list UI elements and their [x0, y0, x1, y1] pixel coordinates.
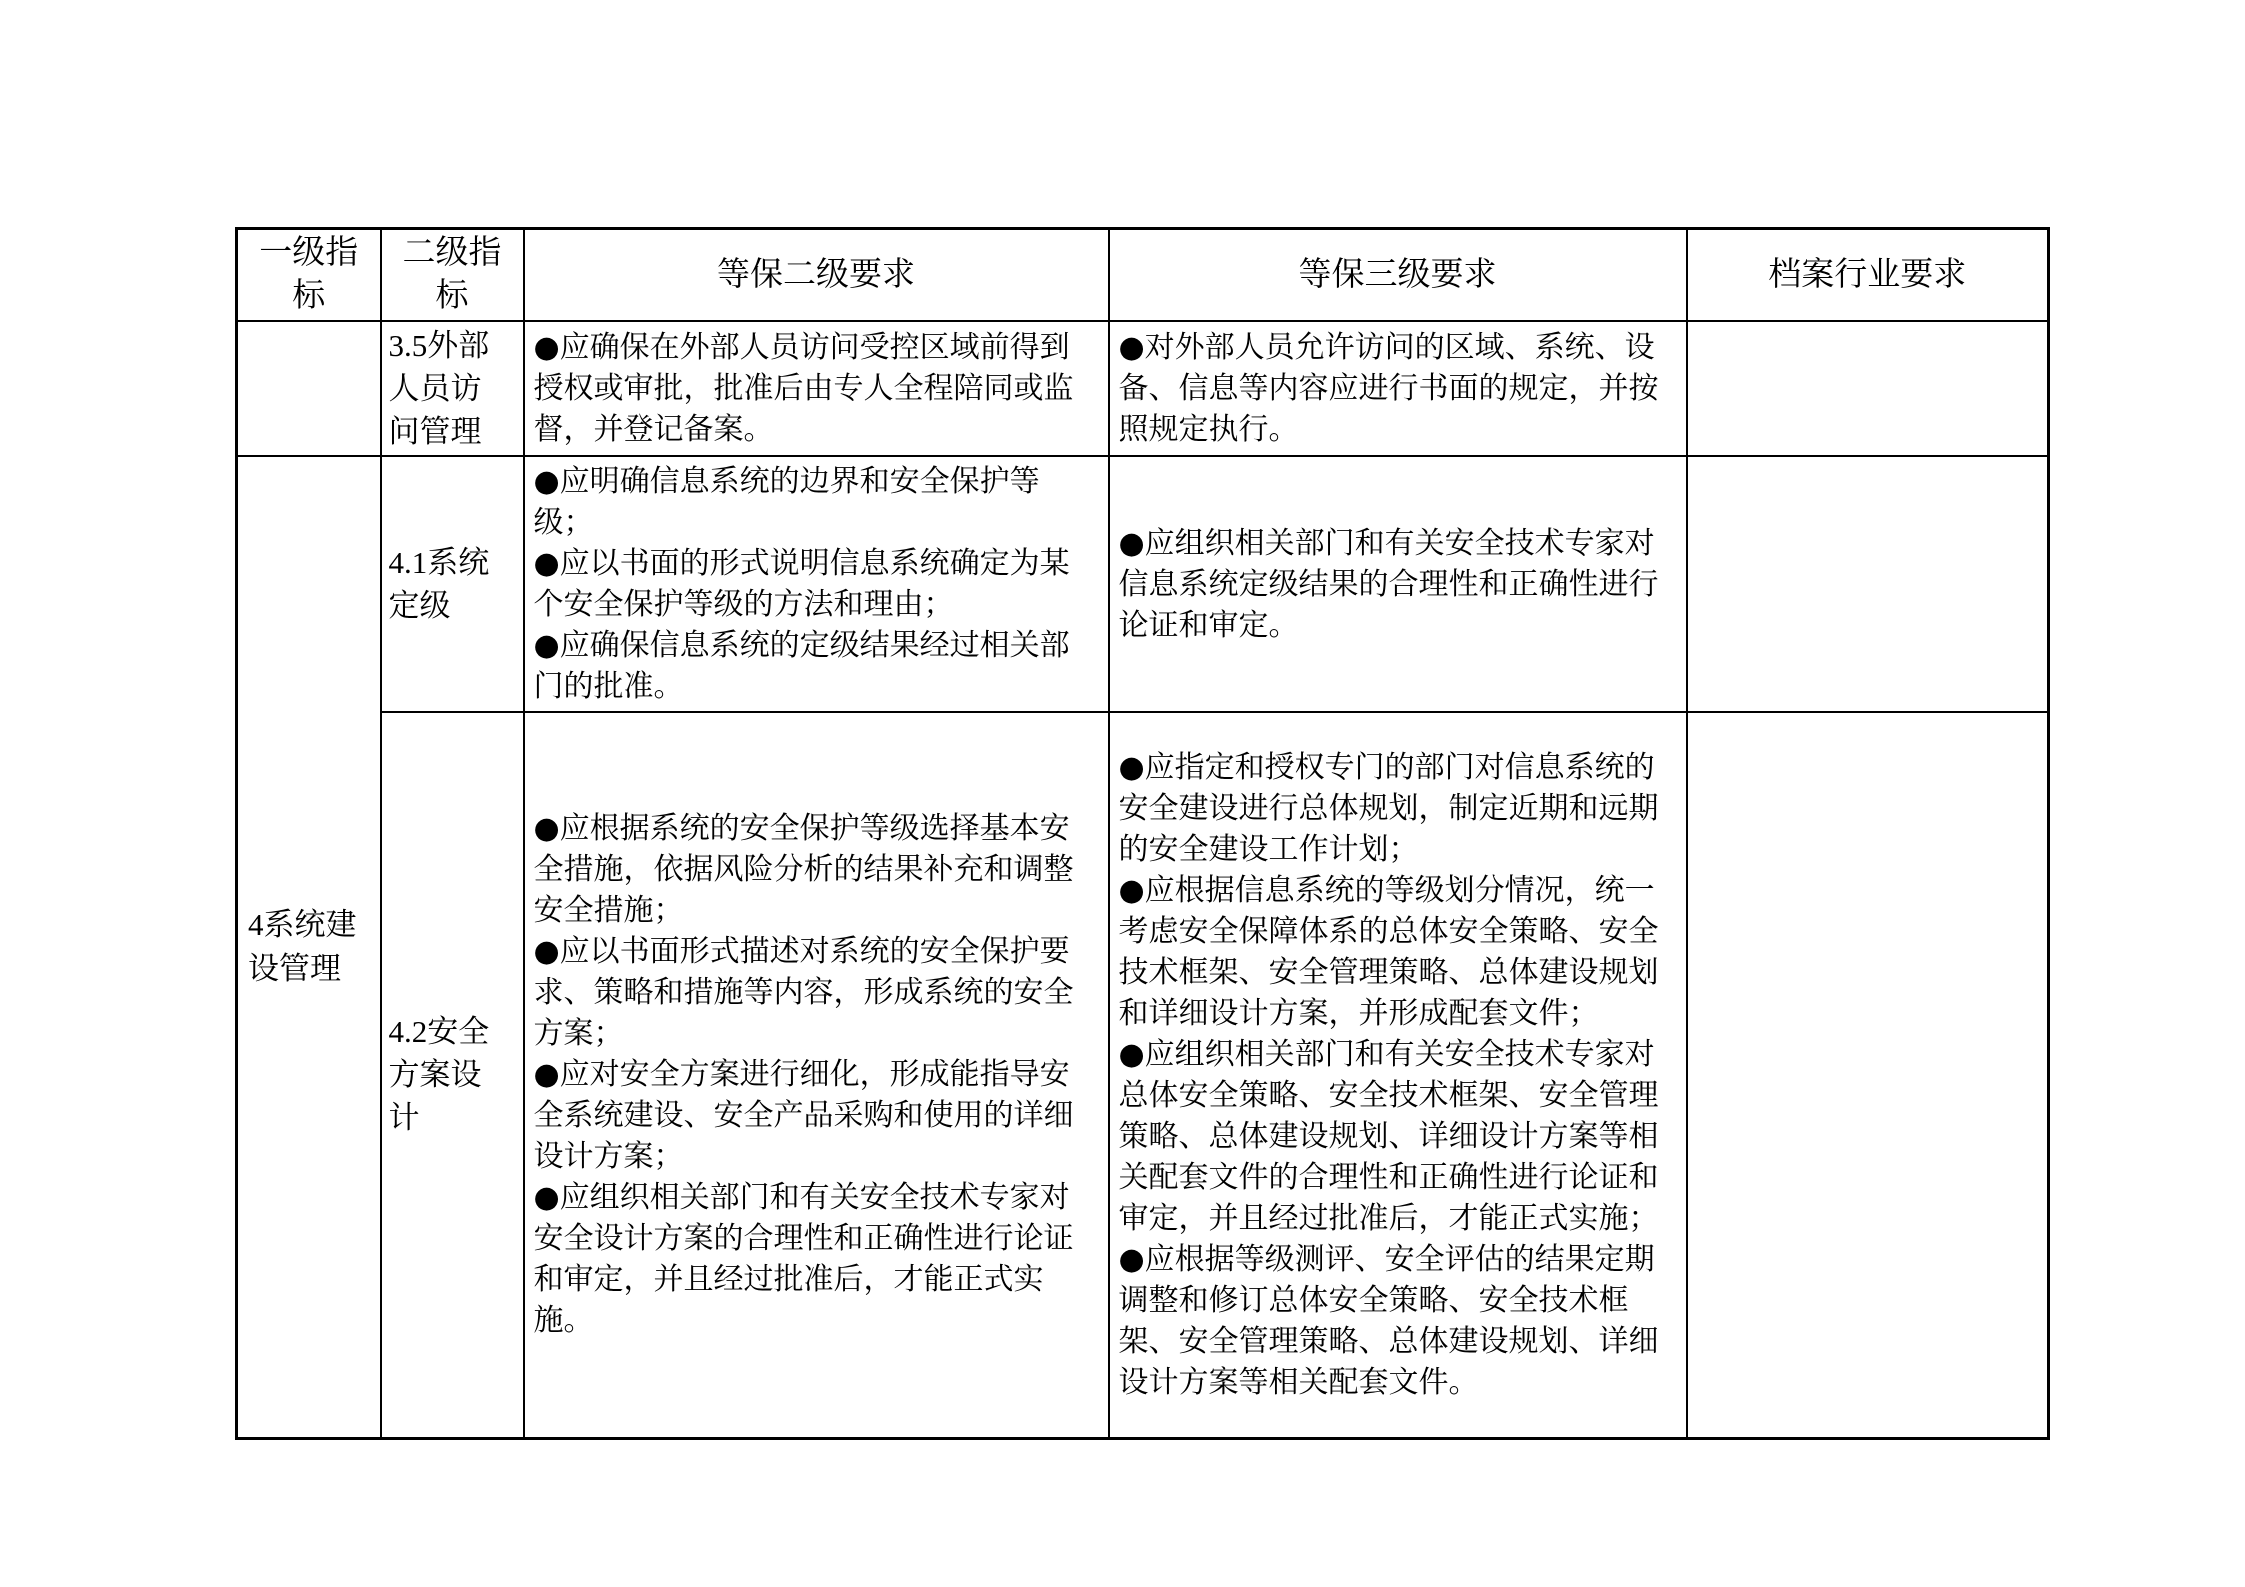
cell-industry-requirements-4-2	[1687, 712, 2049, 1438]
requirement-bullet: ●应根据等级测评、安全评估的结果定期调整和修订总体安全策略、安全技术框架、安全管理策略、总体建设规划、详细设计方案等相关配套文件。	[1118, 1241, 1659, 1400]
requirement-bullet: ●应明确信息系统的边界和安全保护等级；	[533, 464, 1040, 540]
requirement-bullet: ●应组织相关部门和有关安全技术专家对总体安全策略、安全技术框架、安全管理策略、总体建设规划、详细设计方案等相关配套文件的合理性和正确性进行论证和审定，并且经过批准后，才能正式实施；	[1118, 1036, 1659, 1236]
requirement-bullet: ●对外部人员允许访问的区域、系统、设备、信息等内容应进行书面的规定，并按照规定执行。	[1118, 330, 1659, 447]
header-tier3-requirements: 等保三级要求	[1109, 229, 1687, 322]
requirement-bullet: ●应确保在外部人员访问受控区域前得到授权或审批，批准后由专人全程陪同或监督，并登记备案。	[533, 330, 1074, 447]
requirement-bullet: ●应确保信息系统的定级结果经过相关部门的批准。	[533, 628, 1070, 704]
header-level2-indicator: 二级指标	[381, 229, 524, 322]
cell-tier3-requirements-3-5	[1109, 321, 1687, 456]
header-level1-indicator: 一级指标	[237, 229, 381, 322]
requirement-bullet: ●应以书面的形式说明信息系统确定为某个安全保护等级的方法和理由；	[533, 546, 1070, 622]
cell-level2-label-3-5: 3.5外部人员访问管理	[381, 321, 524, 456]
cell-level2-label-4-1: 4.1系统定级	[381, 456, 524, 712]
table-row-4-1-system-grading	[237, 456, 2049, 712]
requirement-bullet: ●应对安全方案进行细化，形成能指导安全系统建设、安全产品采购和使用的详细设计方案；	[533, 1057, 1074, 1175]
security-requirements-table	[235, 227, 2050, 1440]
requirement-bullet: ●应指定和授权专门的部门对信息系统的安全建设进行总体规划，制定近期和远期的安全建设工作计划；	[1118, 749, 1659, 867]
requirement-bullet: ●应根据系统的安全保护等级选择基本安全措施，依据风险分析的结果补充和调整安全措施；	[533, 811, 1074, 929]
cell-industry-requirements-3-5	[1687, 321, 2049, 456]
header-archives-industry-requirements: 档案行业要求	[1687, 229, 2049, 322]
cell-tier3-requirements-4-1	[1109, 456, 1687, 712]
requirement-bullet: ●应组织相关部门和有关安全技术专家对信息系统定级结果的合理性和正确性进行论证和审定。	[1118, 525, 1659, 643]
header-tier2-requirements: 等保二级要求	[524, 229, 1109, 322]
cell-tier2-requirements-4-1	[524, 456, 1109, 712]
table-header-row	[237, 229, 2049, 322]
cell-industry-requirements-4-1	[1687, 456, 2049, 712]
requirement-bullet: ●应以书面形式描述对系统的安全保护要求、策略和措施等内容，形成系统的安全方案；	[533, 934, 1074, 1052]
table-row-3-5-external-personnel	[237, 321, 2049, 456]
cell-level1-empty	[237, 321, 381, 456]
cell-tier2-requirements-3-5	[524, 321, 1109, 456]
cell-level2-label-4-2: 4.2安全方案设计	[381, 712, 524, 1438]
requirement-bullet: ●应组织相关部门和有关安全技术专家对安全设计方案的合理性和正确性进行论证和审定，并且经过批准后，才能正式实施。	[533, 1180, 1074, 1339]
requirement-bullet: ●应根据信息系统的等级划分情况，统一考虑安全保障体系的总体安全策略、安全技术框架、安全管理策略、总体建设规划和详细设计方案，并形成配套文件；	[1118, 872, 1659, 1031]
cell-level1-system-construction-management: 4系统建设管理	[237, 456, 381, 1438]
cell-tier3-requirements-4-2	[1109, 712, 1687, 1438]
table-row-4-2-security-scheme-design	[237, 712, 2049, 1438]
cell-tier2-requirements-4-2	[524, 712, 1109, 1438]
